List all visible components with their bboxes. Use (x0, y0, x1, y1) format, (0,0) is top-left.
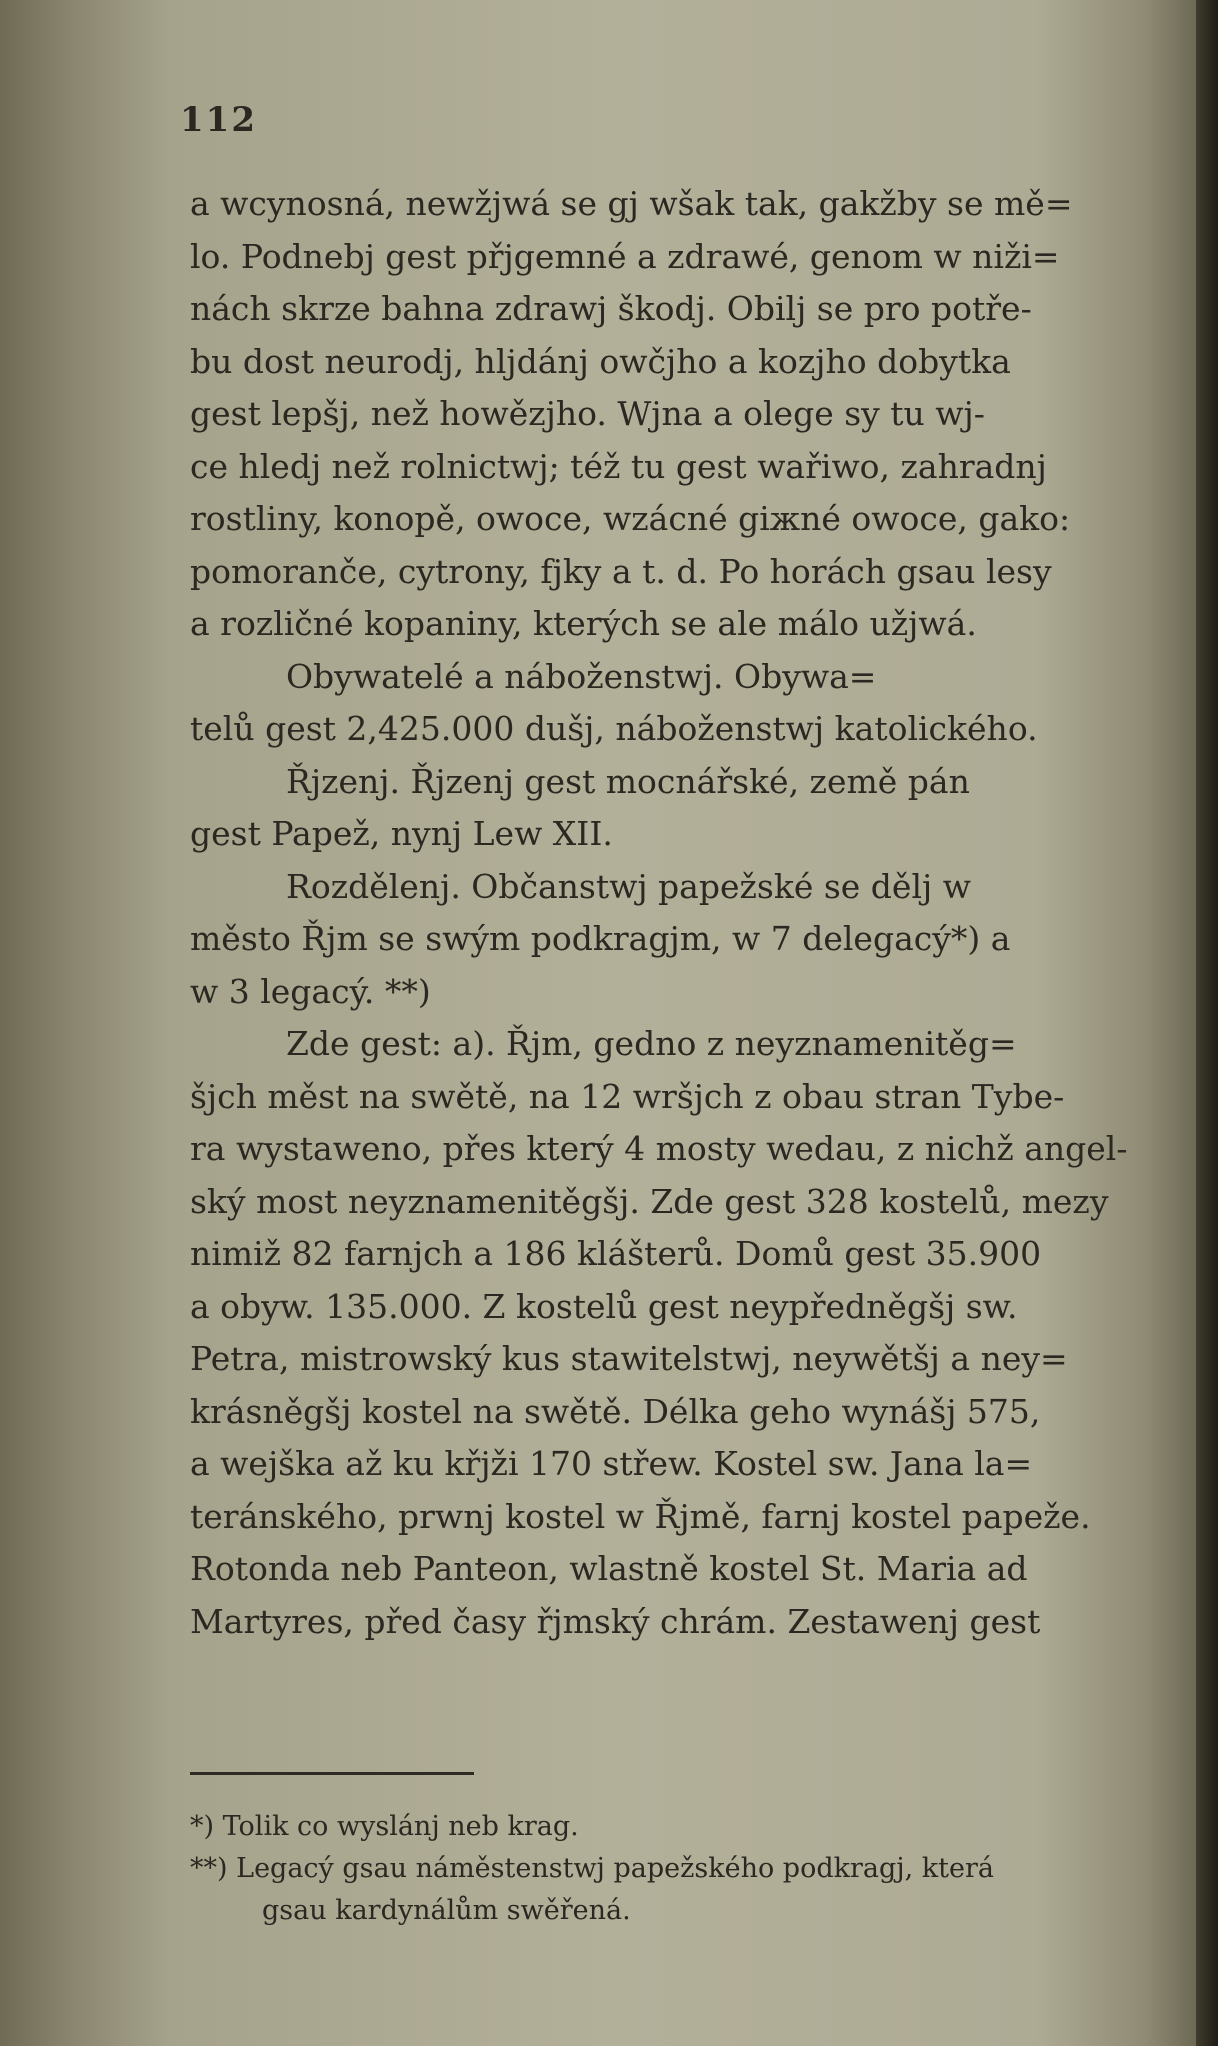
text-line: lo. Podnebj gest přjgemné a zdrawé, genom w niži= (190, 236, 1060, 276)
text-line: gest lepšj, než howězjho. Wjna a olege sy tu wj- (190, 394, 985, 433)
text-line: gest Papež, nynj Lew XII. (190, 814, 613, 853)
section-heading-line: Řjzenj. Řjzenj gest mocnářské, země pán (286, 761, 970, 801)
section-heading-line: Obywatelé a náboženstwj. Obywa= (286, 656, 877, 696)
text-line: a wejška až ku křjži 170 střew. Kostel sw. Jana la= (190, 1444, 1033, 1483)
text-line: ský most neyznamenitěgšj. Zde gest 328 kostelů, mezy (190, 1181, 1109, 1221)
text-line: šjch měst na swětě, na 12 wršjch z obau stran Tybe- (190, 1076, 1065, 1116)
text-line: pomoranče, cytrony, fjky a t. d. Po horách gsau lesy (190, 551, 1052, 591)
text-line: Petra, mistrowský kus stawitelstwj, neywětšj a ney= (190, 1339, 1068, 1378)
text-line: telů gest 2,425.000 dušj, náboženstwj katolického. (190, 709, 1038, 748)
text-line: Martyres, před časy řjmský chrám. Zestawenj gest (190, 1601, 1041, 1641)
footnote-text: Legacý gsau náměstenstwj papežského podkragj, která (236, 1853, 994, 1884)
text-line: teránského, prwnj kostel w Řjmě, farnj kostel papeže. (190, 1496, 1091, 1536)
footnote-1 (190, 1806, 1130, 1848)
text-line: bu dost neurodj, hljdánj owčjho a kozjho dobytka (190, 341, 1011, 381)
section-heading-line: Rozdělenj. Občanstwj papežské se dělj w (286, 866, 971, 906)
text-line: a rozličné kopaniny, kterých se ale málo užjwá. (190, 604, 977, 643)
text-line: a wcynosná, newžjwá se gj wšak tak, gakžby se mě= (190, 184, 1073, 223)
text-line: nimiž 82 farnjch a 186 klášterů. Domů gest 35.900 (190, 1234, 1042, 1273)
text-line: a obyw. 135.000. Z kostelů gest neypředněgšj sw. (190, 1286, 1018, 1326)
text-line: w 3 legacý. **) (190, 971, 431, 1011)
text-line: krásněgšj kostel na swětě. Délka geho wynášj 575, (190, 1391, 1041, 1431)
footnotes (190, 1806, 1130, 1932)
footnote-marker: *) (190, 1811, 215, 1842)
paragraph-start-line: Zde gest: a). Řjm, gedno z neyznamenitěg= (286, 1024, 1017, 1063)
footnote-text: gsau kardynálům swěřená. (262, 1895, 631, 1926)
footnote-marker: **) (190, 1853, 228, 1884)
footnote-2-continuation (190, 1890, 1130, 1932)
binding-edge (1196, 0, 1218, 2046)
text-line: Rotonda neb Panteon, wlastně kostel St. Maria ad (190, 1549, 1028, 1588)
text-line: město Řjm se swým podkragjm, w 7 delegacý*) a (190, 919, 1011, 958)
text-line: rostliny, konopě, owoce, wzácné giжné owoce, gako: (190, 499, 1071, 538)
text-line: ce hledj než rolnictwj; též tu gest wařiwo, zahradnj (190, 446, 1047, 486)
footnote-2 (190, 1848, 1130, 1890)
footnote-divider (190, 1772, 474, 1775)
footnote-text: Tolik co wyslánj neb krag. (222, 1811, 579, 1842)
page-number: 112 (180, 100, 257, 140)
body-text (190, 178, 1130, 1648)
text-line: ra wystaweno, přes který 4 mosty wedau, z nichž angel- (190, 1129, 1128, 1168)
text-line: nách skrze bahna zdrawj škodj. Obilj se pro potře- (190, 289, 1032, 328)
